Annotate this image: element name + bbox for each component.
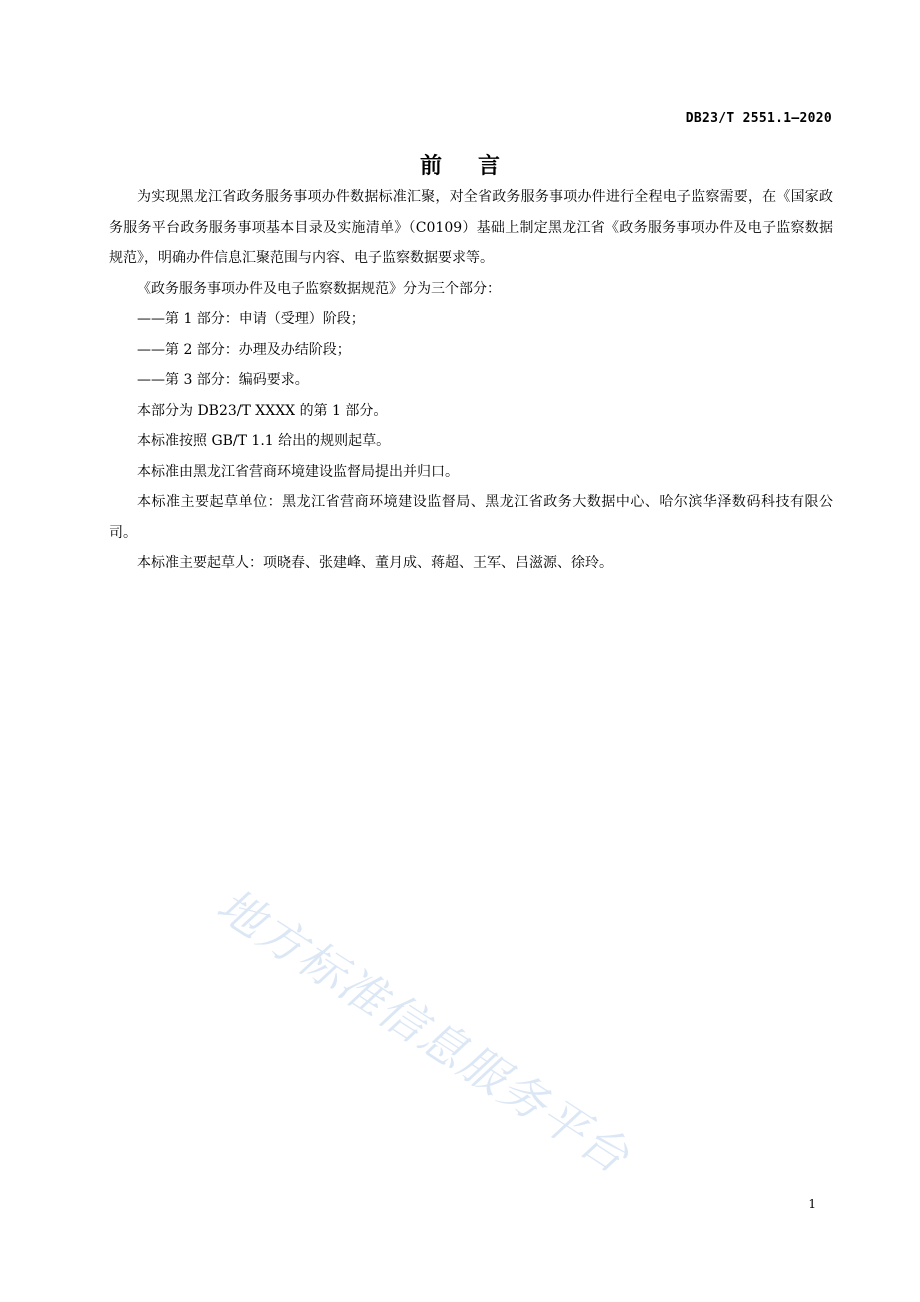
paragraph-drafting-units: 本标准主要起草单位：黑龙江省营商环境建设监督局、黑龙江省政务大数据中心、哈尔滨华泽数码科技有限公司。: [109, 494, 833, 541]
paragraph-proposer: 本标准由黑龙江省营商环境建设监督局提出并归口。: [137, 463, 459, 480]
paragraph-purpose: 为实现黑龙江省政务服务事项办件数据标准汇聚，对全省政务服务事项办件进行全程电子监察需要，在《国家政务服务平台政务服务事项基本目录及实施清单》（C0109）基础上制定黑龙江省《政务服务事项办件及电子监察数据规范》，明确办件信息汇聚范围与内容、电子监察数据要求等。: [109, 189, 833, 266]
body-text: [109, 182, 833, 579]
paragraph-part-number: 本部分为 DB23/T XXXX 的第 1 部分。: [137, 402, 388, 419]
list-item-part-2: ——第 2 部分：办理及办结阶段；: [137, 341, 351, 358]
list-item-part-3: ——第 3 部分：编码要求。: [137, 372, 309, 388]
paragraph-drafters: 本标准主要起草人：项晓春、张建峰、董月成、蒋超、王军、吕滋源、徐玲。: [137, 555, 613, 571]
list-item-part-1: ——第 1 部分：申请（受理）阶段；: [137, 311, 365, 327]
document-code: DB23/T 2551.1—2020: [685, 111, 832, 126]
page-title: 前言: [419, 154, 536, 179]
page-number: 1: [808, 1197, 816, 1211]
paragraph-parts-intro: 《政务服务事项办件及电子监察数据规范》分为三个部分：: [137, 280, 501, 297]
paragraph-drafting-rules: 本标准按照 GB/T 1.1 给出的规则起草。: [137, 433, 391, 449]
watermark: 地方标准信息服务平台: [207, 877, 640, 1185]
